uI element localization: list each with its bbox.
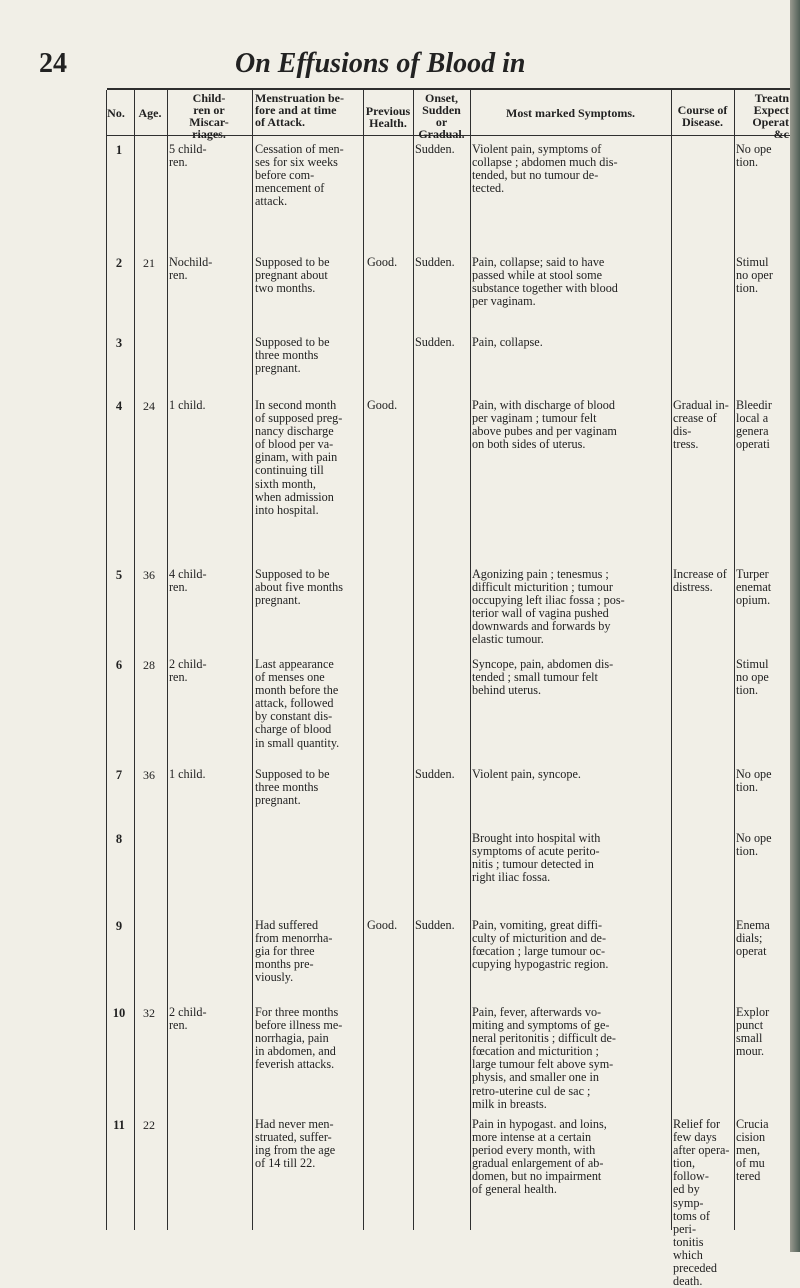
course-cell: Relief for few days after opera- tion, follow- ed by symp- toms of peri- tonitis which preceded death. [673,1117,730,1288]
symptoms-cell: Pain, with discharge of blood per vaginam ; tumour felt above pubes and per vaginam on both sides of uterus. [472,398,617,452]
onset-cell: Sudden. [415,335,455,349]
case-number: 1 [115,143,123,157]
symptoms-cell: Pain, collapse. [472,335,543,349]
course-cell: Increase of distress. [673,567,727,595]
header-children: Child- ren or Miscar- riages. [189,91,229,141]
health-cell: Good. [367,398,398,412]
children-cell: 1 child. [169,398,206,412]
age-cell: 24 [143,399,155,413]
onset-cell: Sudden. [415,918,455,932]
age-cell: 28 [143,658,155,672]
treatment-cell: Bleedir local a genera operati [736,398,772,452]
header-symptoms: Most marked Symptoms. [506,106,635,120]
course-cell: Gradual in- crease of dis- tress. [673,398,729,452]
children-cell: Nochild- ren. [169,255,213,283]
age-cell: 36 [143,768,155,782]
column-divider [167,90,168,1230]
symptoms-cell: Agonizing pain ; tenesmus ; difficult micturition ; tumour occupying left iliac fossa ; pos- terior wall of vagina pushed downwards and forwards by elastic tumour. [472,567,625,647]
column-divider [671,90,672,1230]
header-age: Age. [138,106,162,120]
symptoms-cell: Pain in hypogast. and loins, more intense at a certain period every month, with gradual enlargement of ab- domen, but no impairment of general health. [472,1117,607,1197]
menstruation-cell: Supposed to be three months pregnant. [255,335,330,376]
case-number: 6 [115,658,123,672]
menstruation-cell: Had never men- struated, suffer- ing from the age of 14 till 22. [255,1117,336,1171]
age-cell: 22 [143,1118,155,1132]
treatment-cell: Stimul no ope tion. [736,657,769,698]
health-cell: Good. [367,918,398,932]
symptoms-cell: Brought into hospital with symptoms of acute perito- nitis ; tumour detected in right iliac fossa. [472,831,601,885]
menstruation-cell: For three months before illness me- norrhagia, pain in abdomen, and feverish attacks. [255,1005,343,1072]
column-divider [363,90,364,1230]
menstruation-cell: Supposed to be pregnant about two months. [255,255,330,296]
age-cell: 21 [143,256,155,270]
symptoms-cell: Violent pain, syncope. [472,767,581,781]
header-menstruation: Menstruation be- fore and at time of Attack. [255,91,344,129]
treatment-cell: No ope tion. [736,831,772,859]
treatment-cell: Explor punct small mour. [736,1005,770,1059]
header-course: Course of Disease. [677,103,728,129]
onset-cell: Sudden. [415,767,455,781]
symptoms-cell: Violent pain, symptoms of collapse ; abdomen much dis- tended, but no tumour de- tected. [472,142,618,196]
age-cell: 32 [143,1006,155,1020]
case-number: 10 [112,1006,126,1020]
header-onset: Onset, Sudden or Gradual. [418,91,465,141]
children-cell: 2 child- ren. [169,1005,207,1033]
case-number: 9 [115,919,123,933]
children-cell: 5 child- ren. [169,142,207,170]
onset-cell: Sudden. [415,255,455,269]
page-edge-shadow [790,0,800,1252]
case-number: 3 [115,336,123,350]
header-treatment: Treatn Expect Operat &c [752,91,789,141]
menstruation-cell: Last appearance of menses one month before the attack, followed by constant dis- charge of blood in small quantity. [255,657,340,750]
symptoms-cell: Syncope, pain, abdomen dis- tended ; small tumour felt behind uterus. [472,657,614,698]
children-cell: 1 child. [169,767,206,781]
case-number: 2 [115,256,123,270]
menstruation-cell: Supposed to be three months pregnant. [255,767,330,808]
page-number: 24 [39,48,67,79]
column-divider [734,90,735,1230]
treatment-cell: No ope tion. [736,767,772,795]
symptoms-cell: Pain, vomiting, great diffi- culty of micturition and de- fœcation ; large tumour oc- cupying hypogastric region. [472,918,609,972]
header-health: Previous Health. [365,104,411,130]
case-table [107,88,790,1288]
children-cell: 4 child- ren. [169,567,207,595]
treatment-cell: Turper enemat opium. [736,567,772,608]
symptoms-cell: Pain, fever, afterwards vo- miting and symptoms of ge- neral peritonitis ; difficult de- fœcation and micturition ; large tumour felt above sym- physis, and smaller one in retro-uterine cul de sac ; milk in breasts. [472,1005,616,1111]
case-number: 4 [115,399,123,413]
running-title: On Effusions of Blood in [235,48,526,79]
header-no: No. [107,106,125,120]
menstruation-cell: In second month of supposed preg- nancy discharge of blood per va- ginam, with pain continuing till sixth month, when admission into hospital. [255,398,343,517]
onset-cell: Sudden. [415,142,455,156]
case-number: 7 [115,768,123,782]
treatment-cell: Enema dials; operat [736,918,770,959]
health-cell: Good. [367,255,398,269]
column-divider [413,90,414,1230]
treatment-cell: Crucia cision men, of mu tered [736,1117,769,1184]
age-cell: 36 [143,568,155,582]
column-divider [470,90,471,1230]
symptoms-cell: Pain, collapse; said to have passed while at stool some substance together with blood per vaginam. [472,255,618,309]
treatment-cell: Stimul no oper tion. [736,255,773,296]
children-cell: 2 child- ren. [169,657,207,685]
column-divider [134,90,135,1230]
menstruation-cell: Supposed to be about five months pregnant. [255,567,344,608]
case-number: 5 [115,568,123,582]
treatment-cell: No ope tion. [736,142,772,170]
menstruation-cell: Had suffered from menorrha- gia for three months pre- viously. [255,918,333,985]
column-divider [252,90,253,1230]
menstruation-cell: Cessation of men- ses for six weeks before com- mencement of attack. [255,142,344,209]
case-number: 8 [115,832,123,846]
case-number: 11 [113,1118,125,1132]
